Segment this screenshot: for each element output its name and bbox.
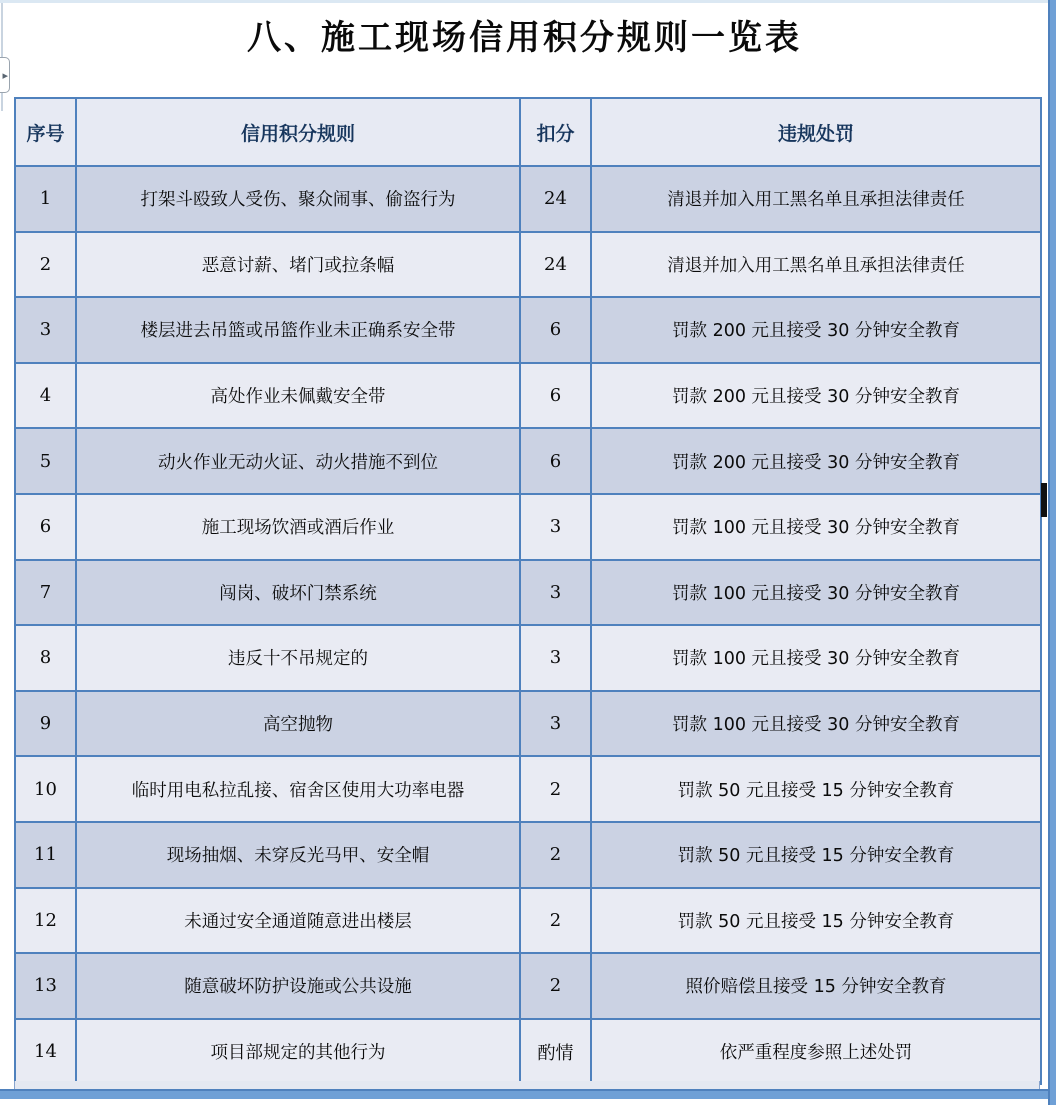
table-row <box>15 428 1041 494</box>
column-header-penalty: 违规处罚 <box>591 98 1041 166</box>
table-row <box>15 232 1041 298</box>
cell-deduction: 2 <box>520 822 591 888</box>
window-top-edge <box>0 0 1056 3</box>
cell-rule: 动火作业无动火证、动火措施不到位 <box>76 428 520 494</box>
cell-penalty: 罚款 100 元且接受 30 分钟安全教育 <box>591 560 1041 626</box>
cell-rule: 高空抛物 <box>76 691 520 757</box>
cell-rule: 楼层进去吊篮或吊篮作业未正确系安全带 <box>76 297 520 363</box>
text-cursor <box>1041 483 1047 517</box>
cell-penalty: 罚款 100 元且接受 30 分钟安全教育 <box>591 494 1041 560</box>
cell-deduction: 24 <box>520 232 591 298</box>
column-header-no: 序号 <box>15 98 76 166</box>
cell-rule: 打架斗殴致人受伤、聚众闹事、偷盗行为 <box>76 166 520 232</box>
table-row <box>15 166 1041 232</box>
table-row <box>15 297 1041 363</box>
cell-deduction: 6 <box>520 363 591 429</box>
table-row <box>15 560 1041 626</box>
cell-penalty: 罚款 100 元且接受 30 分钟安全教育 <box>591 625 1041 691</box>
cell-deduction: 6 <box>520 428 591 494</box>
cell-no: 12 <box>15 888 76 954</box>
cell-deduction: 3 <box>520 625 591 691</box>
cell-penalty: 依严重程度参照上述处罚 <box>591 1019 1041 1085</box>
cell-deduction: 3 <box>520 691 591 757</box>
cell-penalty: 罚款 200 元且接受 30 分钟安全教育 <box>591 363 1041 429</box>
cell-deduction: 2 <box>520 953 591 1019</box>
cell-penalty: 清退并加入用工黑名单且承担法律责任 <box>591 166 1041 232</box>
cell-rule: 项目部规定的其他行为 <box>76 1019 520 1085</box>
cell-penalty: 罚款 100 元且接受 30 分钟安全教育 <box>591 691 1041 757</box>
table-row <box>15 822 1041 888</box>
table-row <box>15 691 1041 757</box>
cell-penalty: 罚款 50 元且接受 15 分钟安全教育 <box>591 756 1041 822</box>
cell-rule: 随意破坏防护设施或公共设施 <box>76 953 520 1019</box>
cell-no: 8 <box>15 625 76 691</box>
arrow-right-icon: ▸ <box>2 68 8 82</box>
cell-no: 5 <box>15 428 76 494</box>
cell-no: 2 <box>15 232 76 298</box>
column-header-deduction: 扣分 <box>520 98 591 166</box>
credit-rules-table <box>14 97 1042 1085</box>
table-row <box>15 756 1041 822</box>
cell-no: 1 <box>15 166 76 232</box>
cell-no: 9 <box>15 691 76 757</box>
cell-deduction: 3 <box>520 494 591 560</box>
cell-penalty: 罚款 50 元且接受 15 分钟安全教育 <box>591 822 1041 888</box>
table-row <box>15 888 1041 954</box>
cell-deduction: 2 <box>520 756 591 822</box>
cell-rule: 恶意讨薪、堵门或拉条幅 <box>76 232 520 298</box>
cell-rule: 现场抽烟、未穿反光马甲、安全帽 <box>76 822 520 888</box>
table-row <box>15 953 1041 1019</box>
cell-deduction: 酌情 <box>520 1019 591 1085</box>
cell-no: 13 <box>15 953 76 1019</box>
cell-penalty: 清退并加入用工黑名单且承担法律责任 <box>591 232 1041 298</box>
cell-deduction: 6 <box>520 297 591 363</box>
cell-penalty: 罚款 200 元且接受 30 分钟安全教育 <box>591 297 1041 363</box>
cell-rule: 高处作业未佩戴安全带 <box>76 363 520 429</box>
cell-no: 14 <box>15 1019 76 1085</box>
cell-rule: 临时用电私拉乱接、宿舍区使用大功率电器 <box>76 756 520 822</box>
table-body <box>15 166 1041 1084</box>
cell-no: 3 <box>15 297 76 363</box>
cell-rule: 未通过安全通道随意进出楼层 <box>76 888 520 954</box>
table-header-row <box>15 98 1041 166</box>
table-row <box>15 1019 1041 1085</box>
column-header-rule: 信用积分规则 <box>76 98 520 166</box>
cell-no: 10 <box>15 756 76 822</box>
cell-no: 6 <box>15 494 76 560</box>
cell-no: 4 <box>15 363 76 429</box>
cell-deduction: 24 <box>520 166 591 232</box>
page-title: 八、施工现场信用积分规则一览表 <box>247 18 802 58</box>
right-scrollbar[interactable] <box>1048 0 1056 1105</box>
table-row <box>15 494 1041 560</box>
bottom-scrollbar[interactable] <box>0 1089 1048 1099</box>
cell-rule: 闯岗、破坏门禁系统 <box>76 560 520 626</box>
table-row <box>15 625 1041 691</box>
table-row <box>15 363 1041 429</box>
cell-deduction: 2 <box>520 888 591 954</box>
anchor-arrow-icon[interactable] <box>0 57 10 93</box>
cell-penalty: 照价赔偿且接受 15 分钟安全教育 <box>591 953 1041 1019</box>
cell-penalty: 罚款 200 元且接受 30 分钟安全教育 <box>591 428 1041 494</box>
cell-deduction: 3 <box>520 560 591 626</box>
cell-rule: 施工现场饮酒或酒后作业 <box>76 494 520 560</box>
cell-no: 11 <box>15 822 76 888</box>
cell-penalty: 罚款 50 元且接受 15 分钟安全教育 <box>591 888 1041 954</box>
cell-no: 7 <box>15 560 76 626</box>
cell-rule: 违反十不吊规定的 <box>76 625 520 691</box>
